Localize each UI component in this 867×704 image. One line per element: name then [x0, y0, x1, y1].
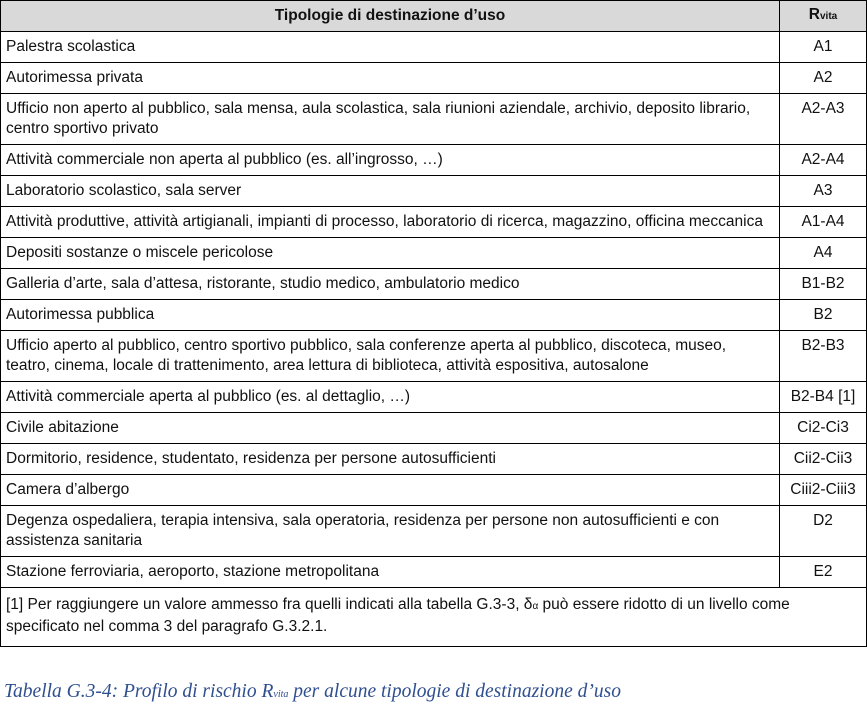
row-destinazione: Palestra scolastica: [1, 32, 780, 63]
table-row: [1, 207, 867, 238]
row-destinazione: Civile abitazione: [1, 413, 780, 444]
caption-text-after: per alcune tipologie di destinazione d’uso: [288, 681, 621, 702]
row-rvita: B1-B2: [780, 269, 867, 300]
table-row: [1, 382, 867, 413]
table-row: [1, 238, 867, 269]
row-destinazione: Degenza ospedaliera, terapia intensiva, sala operatoria, residenza per persone non autosufficienti e con assistenza sanitaria: [1, 506, 780, 557]
header-r-subscript: vita: [819, 11, 838, 22]
caption-text-before: Tabella G.3-4: Profilo di rischio R: [4, 681, 274, 702]
row-destinazione: Ufficio non aperto al pubblico, sala mensa, aula scolastica, sala riunioni aziendale, archivio, deposito librario, centro sportivo privato: [1, 94, 780, 145]
table-row: [1, 94, 867, 145]
table-row: [1, 475, 867, 506]
table-row: [1, 269, 867, 300]
row-rvita: A2: [780, 63, 867, 94]
table-row: [1, 176, 867, 207]
row-rvita: Ciii2-Ciii3: [780, 475, 867, 506]
table-row: [1, 63, 867, 94]
note-text-before: [1] Per raggiungere un valore ammesso fra quelli indicati alla tabella G.3-3, δ: [6, 596, 533, 613]
row-rvita: E2: [780, 557, 867, 588]
row-destinazione: Autorimessa privata: [1, 63, 780, 94]
row-rvita: B2: [780, 300, 867, 331]
header-tipologie: Tipologie di destinazione d’uso: [1, 1, 780, 32]
row-rvita: B2-B3: [780, 331, 867, 382]
header-r: R: [808, 6, 820, 23]
table-note: [1, 588, 867, 647]
note-text-after: può essere ridotto di un livello come specificato nel comma 3 del paragrafo G.3.2.1.: [6, 596, 790, 635]
row-rvita: A1: [780, 32, 867, 63]
row-destinazione: Laboratorio scolastico, sala server: [1, 176, 780, 207]
row-rvita: A2-A3: [780, 94, 867, 145]
table-row: [1, 413, 867, 444]
table-row: [1, 331, 867, 382]
header-rvita: [780, 1, 867, 32]
table-row: [1, 557, 867, 588]
row-destinazione: Attività produttive, attività artigianali, impianti di processo, laboratorio di ricerca, magazzino, officina meccanica: [1, 207, 780, 238]
row-destinazione: Depositi sostanze o miscele pericolose: [1, 238, 780, 269]
table-header-row: [1, 1, 867, 32]
row-destinazione: Galleria d’arte, sala d’attesa, ristorante, studio medico, ambulatorio medico: [1, 269, 780, 300]
row-destinazione: Dormitorio, residence, studentato, residenza per persone autosufficienti: [1, 444, 780, 475]
table-caption: [4, 681, 621, 703]
row-destinazione: Attività commerciale non aperta al pubblico (es. all’ingrosso, …): [1, 145, 780, 176]
row-destinazione: Ufficio aperto al pubblico, centro sportivo pubblico, sala conferenze aperta al pubblico, discoteca, museo, teatro, cinema, locale di trattenimento, area lettura di biblioteca, attività espositiva, autosalone: [1, 331, 780, 382]
table-body: [1, 32, 867, 588]
table-row: [1, 300, 867, 331]
table-row: [1, 506, 867, 557]
row-rvita: A2-A4: [780, 145, 867, 176]
table-row: [1, 145, 867, 176]
row-destinazione: Attività commerciale aperta al pubblico (es. al dettaglio, …): [1, 382, 780, 413]
row-destinazione: Autorimessa pubblica: [1, 300, 780, 331]
row-rvita: A1-A4: [780, 207, 867, 238]
row-destinazione: Camera d’albergo: [1, 475, 780, 506]
table-note-row: [1, 588, 867, 647]
row-rvita: D2: [780, 506, 867, 557]
row-destinazione: Stazione ferroviaria, aeroporto, stazione metropolitana: [1, 557, 780, 588]
caption-subscript: vita: [273, 689, 289, 700]
row-rvita: Ci2-Ci3: [780, 413, 867, 444]
row-rvita: A3: [780, 176, 867, 207]
row-rvita: A4: [780, 238, 867, 269]
note-delta-subscript: α: [532, 601, 539, 612]
table-row: [1, 444, 867, 475]
row-rvita: B2-B4 [1]: [780, 382, 867, 413]
row-rvita: Cii2-Cii3: [780, 444, 867, 475]
table-row: [1, 32, 867, 63]
